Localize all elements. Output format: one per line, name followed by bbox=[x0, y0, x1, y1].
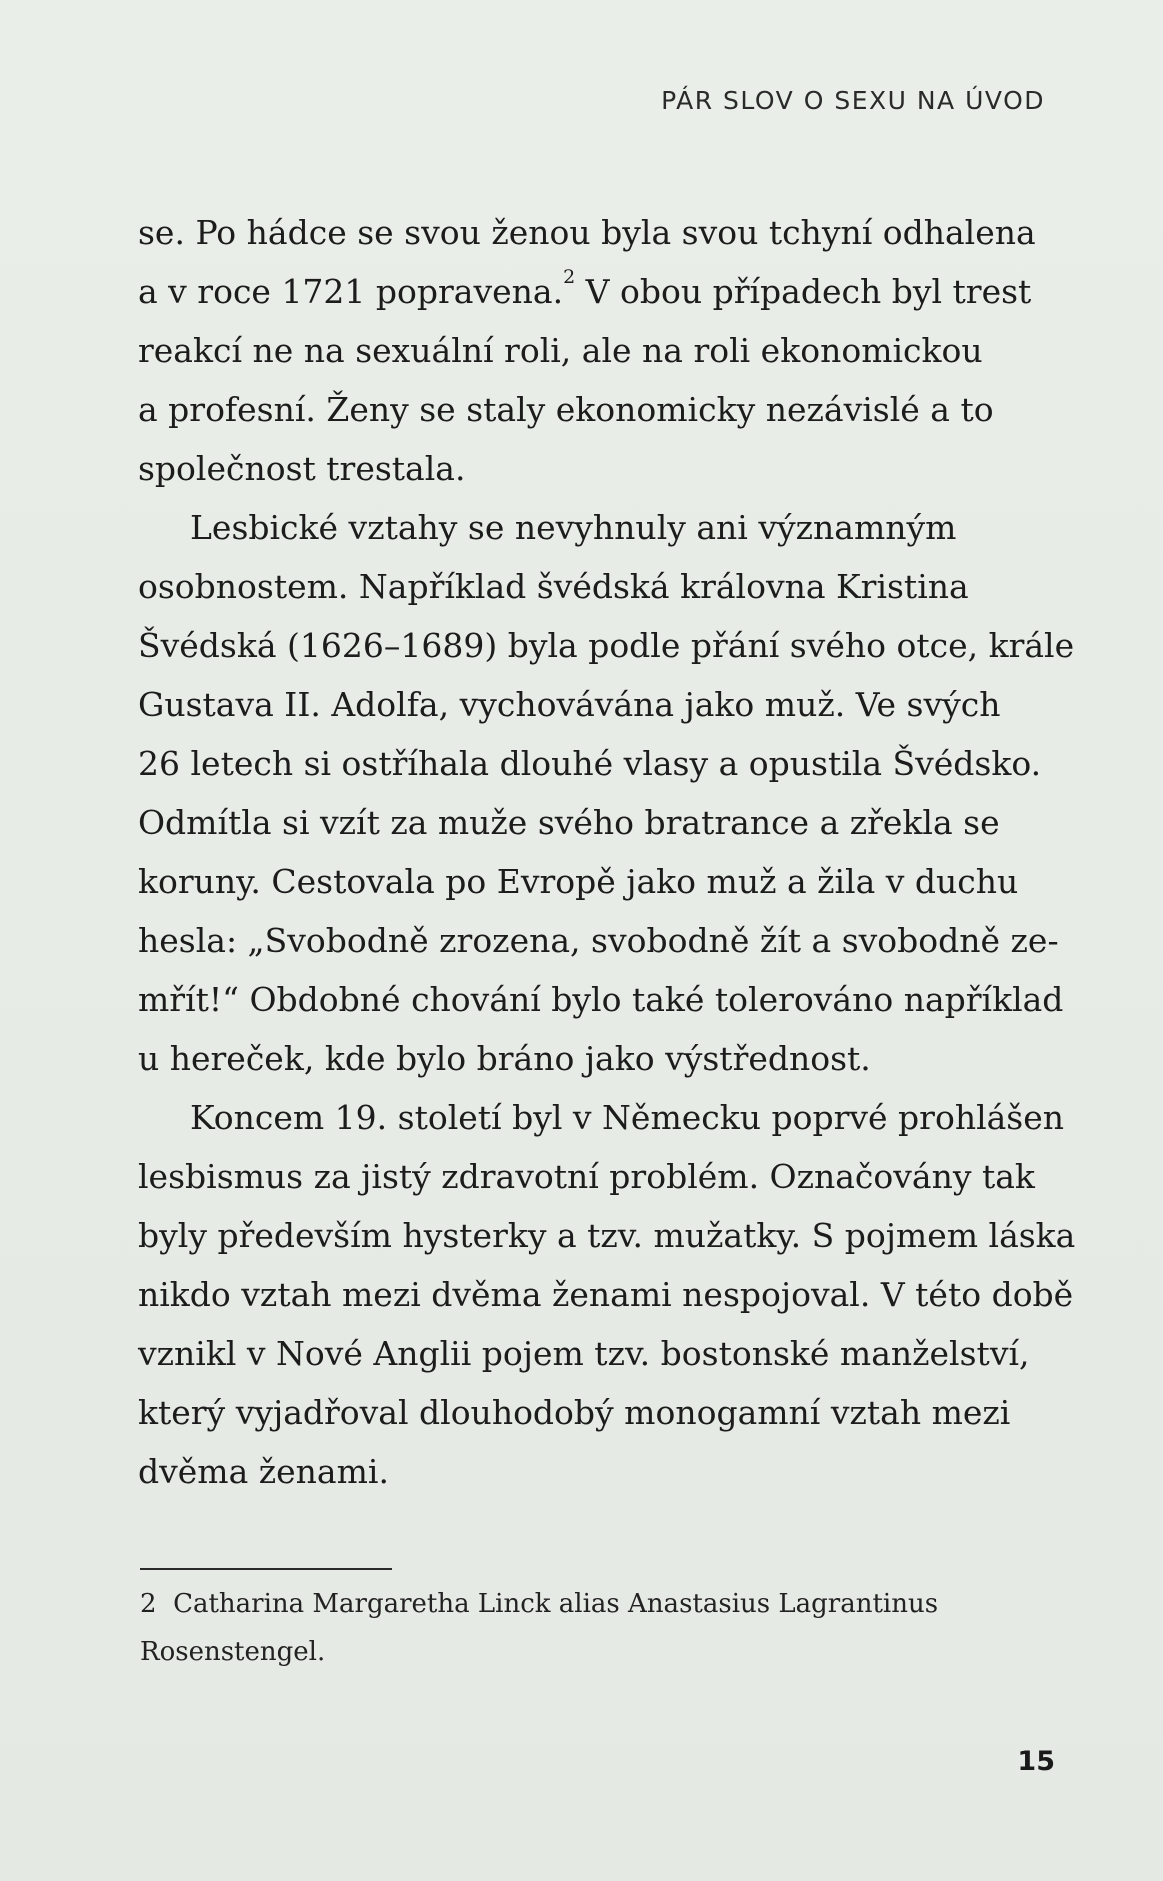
text-line: dvěma ženami. bbox=[138, 1452, 389, 1491]
paragraph-first-line: Lesbické vztahy se nevyhnuly ani významným bbox=[190, 508, 957, 547]
text-line: reakcí ne na sexuální roli, ale na roli ekonomickou bbox=[138, 331, 983, 370]
footnote-number: 2 bbox=[140, 1589, 157, 1619]
text-line: lesbismus za jistý zdravotní problém. Označovány tak bbox=[138, 1157, 1035, 1196]
text-line: u hereček, kde bylo bráno jako výstřednost. bbox=[138, 1039, 871, 1078]
running-head: PÁR SLOV O SEXU NA ÚVOD bbox=[661, 86, 1045, 115]
text-line: který vyjadřoval dlouhodobý monogamní vztah mezi bbox=[138, 1393, 1011, 1432]
text-line: Švédská (1626–1689) byla podle přání svého otce, krále bbox=[138, 626, 1075, 665]
text-line: Gustava II. Adolfa, vychovávána jako muž. Ve svých bbox=[138, 685, 1001, 724]
footnote-line: 2 Catharina Margaretha Linck alias Anastasius Lagrantinus bbox=[140, 1589, 939, 1619]
page-number: 15 bbox=[1017, 1746, 1055, 1777]
footnote-divider bbox=[140, 1568, 392, 1570]
footnote-marker: 2 bbox=[563, 266, 576, 288]
text-line: osobnostem. Například švédská královna Kristina bbox=[138, 567, 969, 606]
text-line: a profesní. Ženy se staly ekonomicky nezávislé a to bbox=[138, 390, 994, 429]
text-line: a v roce 1721 popravena.$^2$ V obou případech byl trest bbox=[138, 266, 1032, 311]
text-line: hesla: „Svobodně zrozena, svobodně žít a svobodně ze- bbox=[138, 921, 1059, 960]
paragraph-first-line: Koncem 19. století byl v Německu poprvé prohlášen bbox=[190, 1098, 1065, 1137]
text-line: společnost trestala. bbox=[138, 449, 466, 488]
footnote-line: Rosenstengel. bbox=[140, 1637, 326, 1667]
footnote bbox=[140, 1580, 1055, 1676]
text-line: nikdo vztah mezi dvěma ženami nespojoval. V této době bbox=[138, 1275, 1074, 1314]
text-line: Odmítla si vzít za muže svého bratrance a zřekla se bbox=[138, 803, 1000, 842]
text-line: byly především hysterky a tzv. mužatky. S pojmem láska bbox=[138, 1216, 1076, 1255]
text-line: 26 letech si ostříhala dlouhé vlasy a opustila Švédsko. bbox=[138, 744, 1042, 783]
text-line: koruny. Cestovala po Evropě jako muž a žila v duchu bbox=[138, 862, 1019, 901]
body-text bbox=[138, 203, 1076, 1501]
text-line: se. Po hádce se svou ženou byla svou tchyní odhalena bbox=[138, 213, 1036, 252]
text-line: mřít!“ Obdobné chování bylo také tolerováno například bbox=[138, 980, 1064, 1019]
text-line: vznikl v Nové Anglii pojem tzv. bostonské manželství, bbox=[138, 1334, 1030, 1373]
